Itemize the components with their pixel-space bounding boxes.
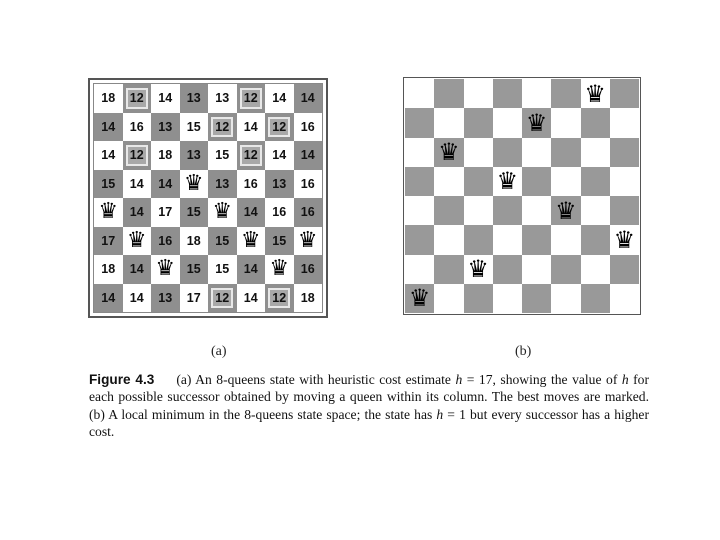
board-a-cell-value: 12 xyxy=(268,117,290,138)
board-a-cell-value: 14 xyxy=(129,176,144,191)
board-a-cell xyxy=(123,284,152,313)
board-a-cell xyxy=(151,141,180,170)
board-b-cell xyxy=(610,79,639,108)
queen-icon: ♛ xyxy=(98,199,119,225)
board-b-cell xyxy=(551,138,580,167)
label-a: (a) xyxy=(211,344,227,359)
caption-eq-2: = 1 xyxy=(443,406,466,422)
board-a-cell xyxy=(151,113,180,142)
board-a-cell-value: 15 xyxy=(186,262,201,277)
board-b-cell xyxy=(434,167,463,196)
board-a-cell xyxy=(123,198,152,227)
board-b-cell xyxy=(493,138,522,167)
board-a-cell-value: 13 xyxy=(186,148,201,163)
board-a-cell xyxy=(180,227,209,256)
board-a-cell-value: 13 xyxy=(272,176,287,191)
board-b-cell xyxy=(464,196,493,225)
board-b-cell xyxy=(434,255,463,284)
board-b-cell xyxy=(493,255,522,284)
board-a-cell-value: 16 xyxy=(272,205,287,220)
figure-number: Figure 4.3 xyxy=(89,372,155,387)
board-b-cell xyxy=(434,196,463,225)
board-a-cell xyxy=(151,284,180,313)
board-a-cell-value: 15 xyxy=(215,148,230,163)
board-a-grid xyxy=(93,83,323,313)
board-b-cell xyxy=(493,196,522,225)
board-b-cell xyxy=(405,255,434,284)
board-a-cell xyxy=(208,141,237,170)
board-a-cell xyxy=(151,170,180,199)
caption-h-3: h xyxy=(436,406,444,422)
caption-h-2: h xyxy=(621,372,629,387)
queen-icon: ♛ xyxy=(525,108,548,137)
queen-icon: ♛ xyxy=(467,255,489,284)
board-b-cell xyxy=(464,255,493,284)
board-a-cell-value: 13 xyxy=(158,119,173,134)
board-a-cell xyxy=(265,227,294,256)
board-a-cell-value: 15 xyxy=(186,205,201,220)
board-a-cell-value: 14 xyxy=(300,91,315,106)
board-a-cell xyxy=(237,198,266,227)
board-a-cell-value: 12 xyxy=(211,288,233,309)
board-a-cell-value: 17 xyxy=(186,290,201,305)
board-b-cell xyxy=(522,108,551,137)
board-b-cell xyxy=(405,79,434,108)
queen-icon: ♛ xyxy=(212,199,233,225)
board-a-cell xyxy=(208,170,237,199)
board-b-cell xyxy=(464,108,493,137)
board-b-cell xyxy=(434,79,463,108)
board-a-cell xyxy=(294,284,323,313)
board-a-cell-value: 12 xyxy=(211,117,233,138)
board-a-cell-value: 18 xyxy=(300,290,315,305)
board-b-cell xyxy=(464,284,493,313)
board-a-cell-queen xyxy=(208,198,237,227)
board-a-cell-queen xyxy=(265,255,294,284)
queen-icon: ♛ xyxy=(438,138,460,167)
board-b-cell xyxy=(493,167,522,196)
label-b: (b) xyxy=(515,344,532,359)
queen-icon: ♛ xyxy=(269,256,290,282)
board-a-cell xyxy=(265,141,294,170)
board-a-cell-value: 15 xyxy=(215,233,230,248)
board-b-cell xyxy=(610,138,639,167)
board-b-cell xyxy=(522,167,551,196)
queen-icon: ♛ xyxy=(555,196,577,225)
board-a-cell xyxy=(294,84,323,113)
board-b-cell xyxy=(610,167,639,196)
board-a-cell xyxy=(237,141,266,170)
board-b-cell xyxy=(610,196,639,225)
board-a-cell-value: 14 xyxy=(243,262,258,277)
board-a-cell-value: 14 xyxy=(101,290,116,305)
board-a-cell xyxy=(237,170,266,199)
board-a-cell-value: 15 xyxy=(215,262,230,277)
caption-h-1: h xyxy=(455,372,463,387)
board-a-cell-value: 12 xyxy=(240,88,262,109)
queen-icon: ♛ xyxy=(155,256,176,282)
board-a-cell-value: 12 xyxy=(268,288,290,309)
board-a-cell xyxy=(265,170,294,199)
board-b-cell xyxy=(434,108,463,137)
board-b-cell xyxy=(551,79,580,108)
board-a-cell-value: 14 xyxy=(158,176,173,191)
queen-icon: ♛ xyxy=(297,227,318,253)
board-a-cell-value: 14 xyxy=(158,91,173,106)
board-a-cell xyxy=(94,113,123,142)
board-a-cell xyxy=(180,198,209,227)
board-a-cell-value: 14 xyxy=(101,148,116,163)
board-b xyxy=(403,77,641,315)
board-a-cell xyxy=(123,255,152,284)
board-a-cell xyxy=(265,84,294,113)
board-b-cell xyxy=(581,255,610,284)
board-a xyxy=(88,78,328,318)
board-a-cell-value: 16 xyxy=(300,119,315,134)
board-a-cell-value: 16 xyxy=(300,205,315,220)
board-b-cell xyxy=(405,138,434,167)
board-a-cell xyxy=(151,84,180,113)
board-a-cell-value: 13 xyxy=(158,290,173,305)
board-a-cell xyxy=(180,141,209,170)
board-a-cell xyxy=(123,84,152,113)
board-a-cell xyxy=(265,284,294,313)
board-a-cell-value: 14 xyxy=(129,262,144,277)
board-b-cell xyxy=(581,284,610,313)
board-a-cell-value: 13 xyxy=(215,91,230,106)
board-a-cell xyxy=(294,113,323,142)
board-a-cell-value: 15 xyxy=(272,233,287,248)
board-a-cell-queen xyxy=(94,198,123,227)
board-b-cell xyxy=(610,108,639,137)
board-b-cell xyxy=(581,196,610,225)
board-a-cell-value: 16 xyxy=(158,233,173,248)
board-b-cell xyxy=(522,284,551,313)
board-b-cell xyxy=(551,196,580,225)
board-a-cell xyxy=(208,84,237,113)
board-a-cell xyxy=(237,255,266,284)
board-a-cell-value: 14 xyxy=(243,119,258,134)
board-a-cell-value: 12 xyxy=(126,88,148,109)
board-a-cell xyxy=(208,227,237,256)
board-a-cell xyxy=(265,113,294,142)
board-a-cell-value: 14 xyxy=(129,205,144,220)
board-a-cell-queen xyxy=(180,170,209,199)
queen-icon: ♛ xyxy=(408,284,431,313)
board-b-cell xyxy=(464,138,493,167)
board-a-cell-value: 15 xyxy=(186,119,201,134)
board-b-cell xyxy=(581,225,610,254)
board-b-cell xyxy=(522,225,551,254)
board-b-cell xyxy=(551,167,580,196)
queen-icon: ♛ xyxy=(496,167,519,196)
board-b-cell xyxy=(610,255,639,284)
board-b-cell xyxy=(493,225,522,254)
queen-icon: ♛ xyxy=(584,79,606,108)
board-a-cell xyxy=(237,284,266,313)
board-a-cell-value: 14 xyxy=(243,290,258,305)
board-a-cell xyxy=(208,255,237,284)
board-b-cell xyxy=(405,196,434,225)
board-a-cell-value: 16 xyxy=(300,176,315,191)
queen-icon: ♛ xyxy=(183,170,204,196)
board-b-cell xyxy=(493,79,522,108)
board-b-cell xyxy=(493,108,522,137)
caption-text-1: (a) An 8-queens state with heuristic cost estimate xyxy=(176,372,456,387)
board-b-cell xyxy=(610,225,639,254)
board-a-cell-queen xyxy=(151,255,180,284)
board-a-cell-value: 17 xyxy=(158,205,173,220)
board-a-cell-value: 14 xyxy=(129,290,144,305)
board-a-cell xyxy=(265,198,294,227)
board-a-cell-value: 16 xyxy=(300,262,315,277)
board-a-cell xyxy=(294,141,323,170)
board-b-cell xyxy=(434,284,463,313)
board-b-cell xyxy=(610,284,639,313)
board-a-cell-value: 18 xyxy=(186,233,201,248)
board-b-cell xyxy=(551,255,580,284)
board-b-cell xyxy=(522,79,551,108)
board-b-cell xyxy=(464,167,493,196)
board-a-cell-value: 14 xyxy=(101,119,116,134)
board-b-cell xyxy=(405,167,434,196)
board-a-cell xyxy=(123,170,152,199)
board-a-cell xyxy=(151,198,180,227)
board-b-cell xyxy=(434,138,463,167)
queen-icon: ♛ xyxy=(613,225,636,254)
board-b-cell xyxy=(551,284,580,313)
board-a-cell-value: 18 xyxy=(101,262,116,277)
board-a-cell xyxy=(180,255,209,284)
board-a-cell-value: 16 xyxy=(243,176,258,191)
board-a-cell xyxy=(94,170,123,199)
board-b-cell xyxy=(405,284,434,313)
board-b-cell xyxy=(551,108,580,137)
board-a-cell xyxy=(237,113,266,142)
board-a-cell-value: 18 xyxy=(101,91,116,106)
board-b-cell xyxy=(522,196,551,225)
board-a-cell-value: 16 xyxy=(129,119,144,134)
board-a-cell xyxy=(180,113,209,142)
board-b-cell xyxy=(581,79,610,108)
caption-text-4: but every successor has a higher cost. xyxy=(89,406,649,440)
board-b-cell xyxy=(581,138,610,167)
board-b-cell xyxy=(405,225,434,254)
board-b-cell xyxy=(581,167,610,196)
board-b-cell xyxy=(522,138,551,167)
board-a-cell xyxy=(94,255,123,284)
board-a-cell-queen xyxy=(123,227,152,256)
board-b-cell xyxy=(405,108,434,137)
board-a-cell xyxy=(94,84,123,113)
board-b-grid xyxy=(405,79,639,313)
board-b-cell xyxy=(493,284,522,313)
board-a-cell-value: 18 xyxy=(158,148,173,163)
caption-text-3: for each possible successor obtained by moving a queen within its column. The best moves are marked. (b) A local minimum in the 8-queens state space; the state has xyxy=(89,372,649,422)
board-a-cell-value: 14 xyxy=(272,91,287,106)
board-a-cell xyxy=(237,84,266,113)
queen-icon: ♛ xyxy=(240,227,261,253)
board-a-cell xyxy=(294,170,323,199)
board-a-cell xyxy=(123,141,152,170)
board-a-cell-value: 12 xyxy=(126,145,148,166)
board-a-cell xyxy=(180,284,209,313)
board-a-cell xyxy=(151,227,180,256)
board-a-cell-value: 15 xyxy=(101,176,116,191)
board-a-cell xyxy=(180,84,209,113)
board-a-cell-value: 13 xyxy=(215,176,230,191)
figure-caption xyxy=(89,371,649,441)
board-a-cell xyxy=(94,284,123,313)
board-a-cell-queen xyxy=(294,227,323,256)
board-b-cell xyxy=(581,108,610,137)
board-a-cell-value: 12 xyxy=(240,145,262,166)
board-a-cell xyxy=(94,141,123,170)
board-b-cell xyxy=(464,79,493,108)
board-a-cell xyxy=(123,113,152,142)
board-a-cell-value: 17 xyxy=(101,233,116,248)
board-a-cell xyxy=(294,255,323,284)
board-b-cell xyxy=(522,255,551,284)
caption-text-2: , showing the value of xyxy=(492,372,622,387)
board-a-cell xyxy=(208,284,237,313)
queen-icon: ♛ xyxy=(126,227,147,253)
board-a-cell-value: 14 xyxy=(300,148,315,163)
board-a-cell xyxy=(208,113,237,142)
board-b-cell xyxy=(551,225,580,254)
board-a-cell xyxy=(294,198,323,227)
board-a-cell-queen xyxy=(237,227,266,256)
board-a-cell-value: 14 xyxy=(272,148,287,163)
board-a-cell xyxy=(94,227,123,256)
board-b-cell xyxy=(464,225,493,254)
board-b-cell xyxy=(434,225,463,254)
board-a-cell-value: 14 xyxy=(243,205,258,220)
caption-eq-1: = 17 xyxy=(462,372,493,387)
board-a-cell-value: 13 xyxy=(186,91,201,106)
